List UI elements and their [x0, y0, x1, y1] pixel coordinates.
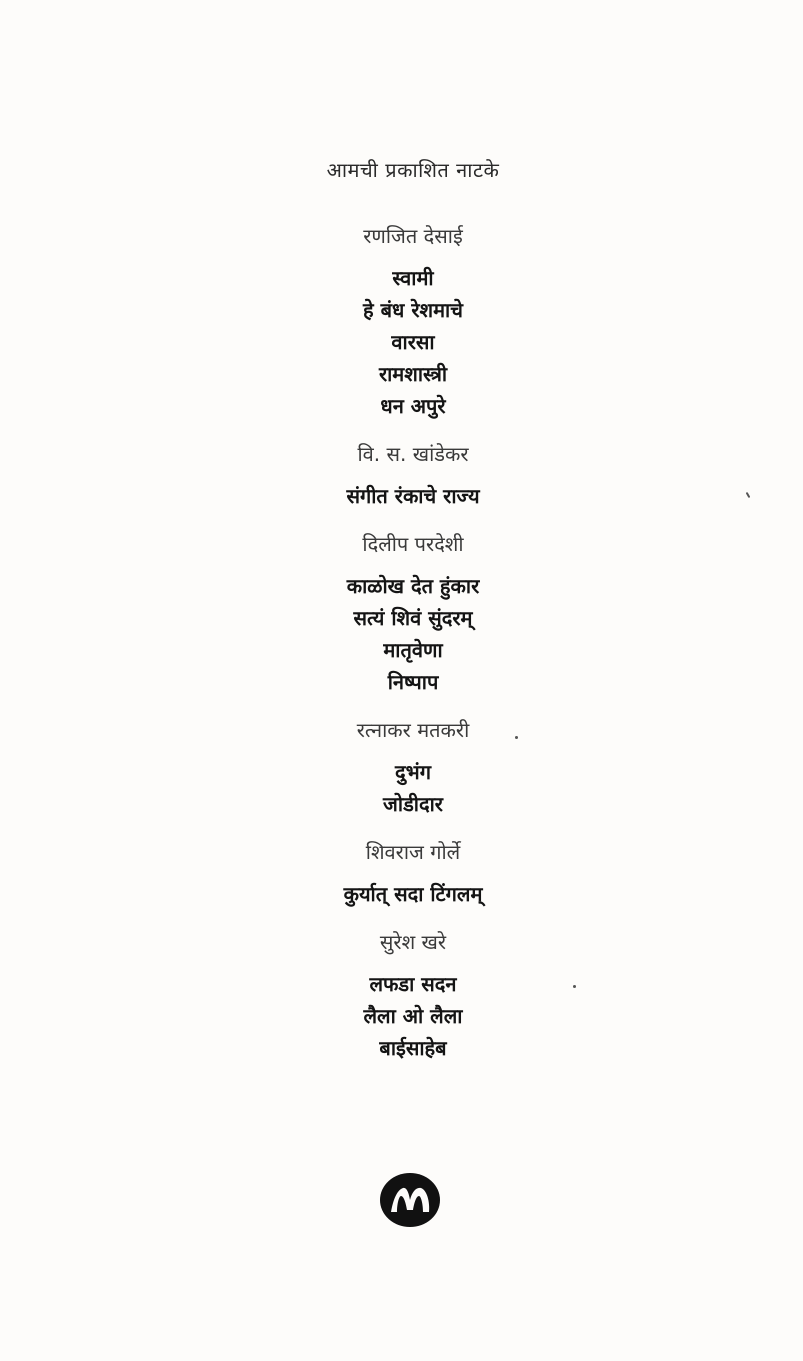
play-title: काळोख देत हुंकार	[346, 574, 480, 598]
author-section	[0, 928, 803, 1064]
print-speck	[573, 985, 576, 988]
title-list	[0, 756, 803, 820]
author-name: रत्नाकर मतकरी	[356, 718, 470, 742]
play-title: निष्पाप	[387, 670, 439, 694]
publisher-logo-icon	[379, 1172, 441, 1228]
play-title: हे बंध रेशमाचे	[363, 298, 463, 322]
play-title: सत्यं शिवं सुंदरम्	[353, 606, 473, 630]
title-list	[0, 968, 803, 1064]
play-title: संगीत रंकाचे राज्य	[346, 484, 480, 508]
plays-list	[0, 222, 803, 1082]
author-name: दिलीप परदेशी	[362, 532, 464, 556]
author-section	[0, 440, 803, 512]
play-title: वारसा	[391, 330, 435, 354]
author-section	[0, 838, 803, 910]
title-list	[0, 480, 803, 512]
play-title: रामशास्त्री	[378, 362, 448, 386]
author-name: सुरेश खरे	[379, 930, 447, 954]
title-list	[0, 262, 803, 422]
title-list	[0, 878, 803, 910]
author-name: वि. स. खांडेकर	[357, 442, 469, 466]
author-section	[0, 716, 803, 820]
print-speck	[515, 736, 518, 739]
title-list	[0, 570, 803, 698]
author-section	[0, 530, 803, 698]
author-name: शिवराज गोर्ले	[365, 840, 461, 864]
play-title: कुर्यात् सदा टिंगलम्	[343, 882, 483, 906]
author-name: रणजित देसाई	[363, 224, 463, 248]
play-title: स्वामी	[392, 266, 434, 290]
play-title: बाईसाहेब	[379, 1036, 447, 1060]
play-title: लफडा सदन	[369, 972, 457, 996]
author-section	[0, 222, 803, 422]
play-title: धन अपुरे	[380, 394, 446, 418]
page-heading: आमची प्रकाशित नाटके	[326, 158, 500, 182]
play-title: लैला ओ लैला	[363, 1004, 463, 1028]
play-title: मातृवेणा	[383, 638, 443, 662]
play-title: जोडीदार	[383, 792, 443, 816]
play-title: दुभंग	[395, 760, 431, 784]
